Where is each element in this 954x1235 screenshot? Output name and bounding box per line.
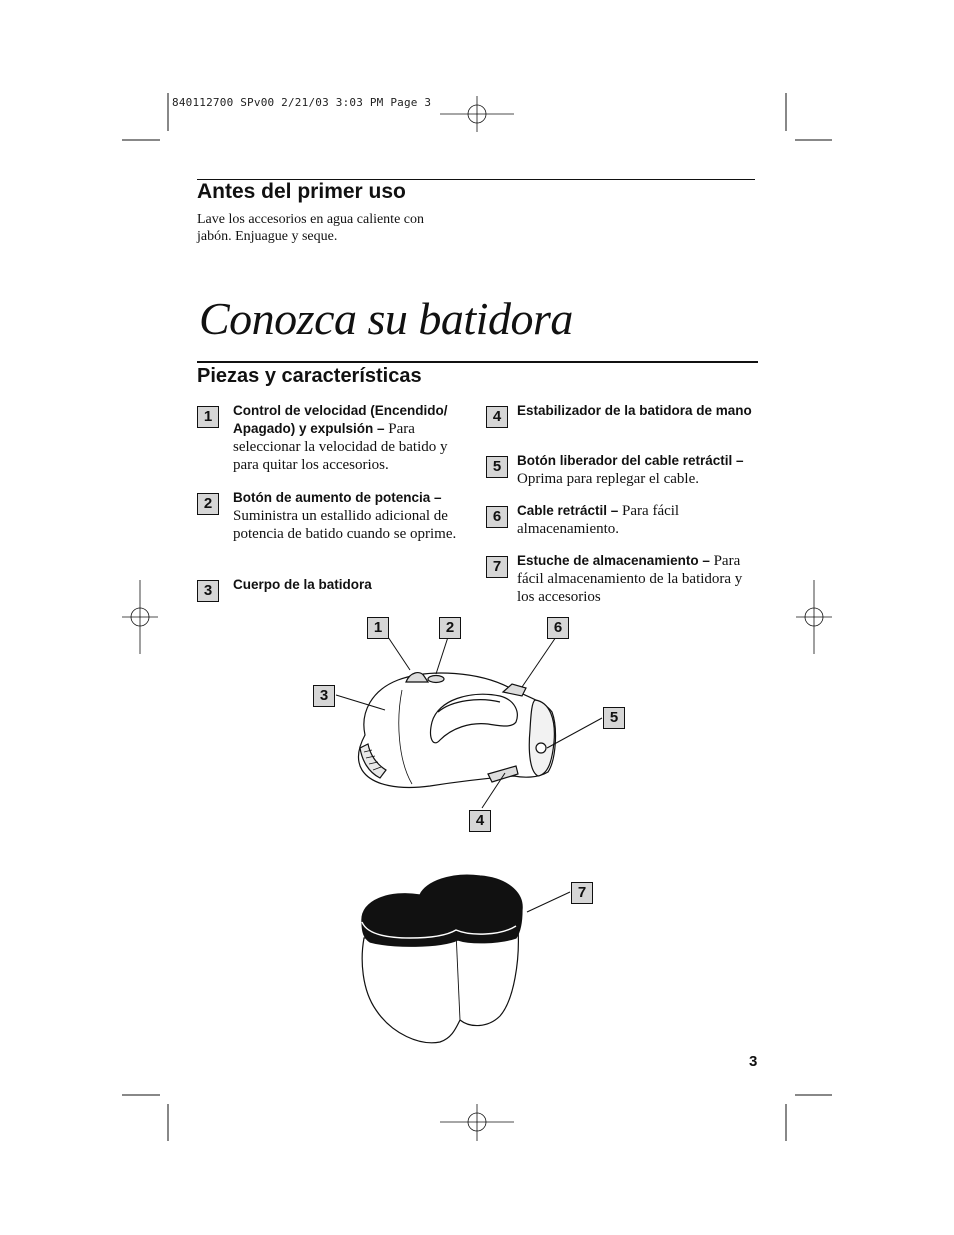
callout-1: 1: [367, 617, 389, 639]
part-label-1: Control de velocidad (Encendido/ Apagado) y expulsión –: [233, 403, 448, 436]
part-label-2: Botón de aumento de potencia –: [233, 490, 442, 505]
parts-heading: Piezas y características: [197, 365, 422, 387]
part-number-3: 3: [197, 580, 219, 602]
callout-2: 2: [439, 617, 461, 639]
part-number-5: 5: [486, 456, 508, 478]
part-number-1: 1: [197, 406, 219, 428]
callout-4: 4: [469, 810, 491, 832]
page-number: 3: [749, 1053, 758, 1070]
before-use-line-1: Lave los accesorios en agua caliente con: [197, 212, 425, 227]
callout-3: 3: [313, 685, 335, 707]
part-text-1: Para seleccionar la velocidad de batido y para quitar los accesorios.: [233, 421, 448, 473]
part-label-6: Cable retráctil –: [517, 503, 619, 518]
part-label-4: Estabilizador de la batidora de mano: [517, 403, 752, 418]
before-use-line-2: jabón. Enjuague y seque.: [197, 229, 338, 244]
callout-7: 7: [571, 882, 593, 904]
part-text-5: Oprima para replegar el cable.: [517, 471, 699, 487]
part-label-5: Botón liberador del cable retráctil –: [517, 453, 744, 468]
part-text-7: Para fácil almacenamiento de la batidora y los accesorios: [517, 553, 743, 605]
print-slug: 840112700 SPv00 2/21/03 3:03 PM Page 3: [172, 96, 432, 109]
before-use-heading: Antes del primer uso: [197, 180, 406, 203]
callout-5: 5: [603, 707, 625, 729]
page-title: Conozca su batidora: [199, 293, 573, 344]
part-number-6: 6: [486, 506, 508, 528]
callout-6: 6: [547, 617, 569, 639]
part-number-2: 2: [197, 493, 219, 515]
part-number-4: 4: [486, 406, 508, 428]
part-text-2: Suministra un estallido adicional de potencia de batido cuando se oprime.: [233, 508, 457, 542]
part-text-6: Para fácil almacenamiento.: [517, 503, 680, 537]
part-label-7: Estuche de almacenamiento –: [517, 553, 710, 568]
part-label-3: Cuerpo de la batidora: [233, 577, 372, 592]
part-number-7: 7: [486, 556, 508, 578]
